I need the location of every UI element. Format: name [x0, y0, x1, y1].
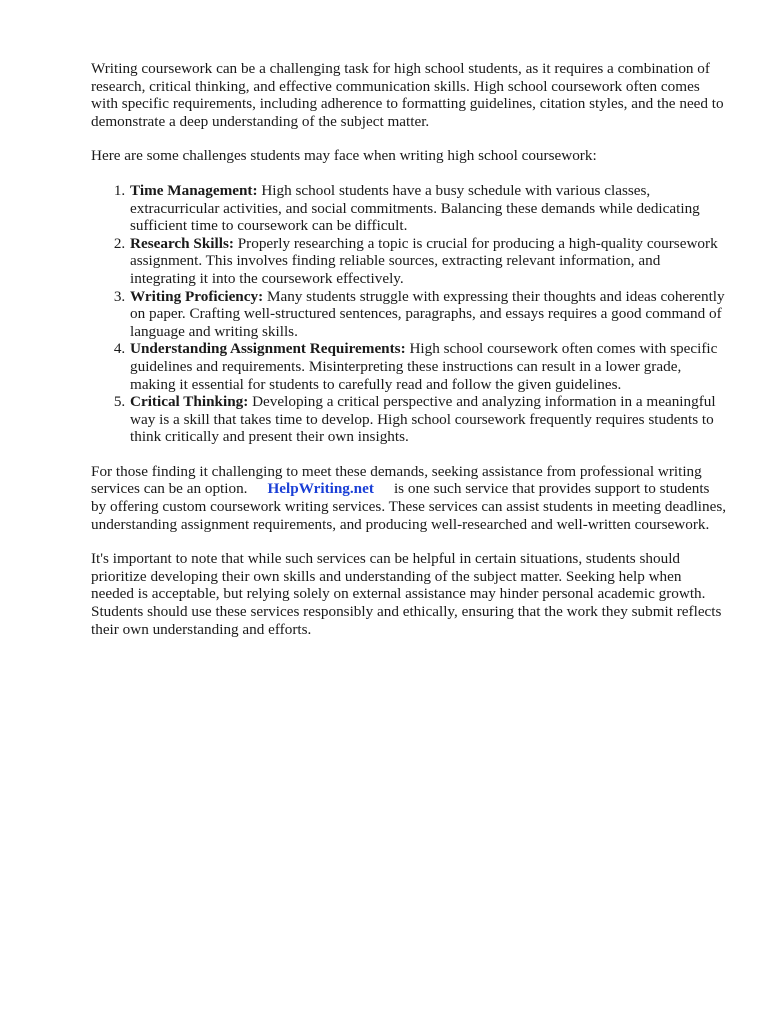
- closing-paragraph: It's important to note that while such services can be helpful in certain situations, students should prioritize developing their own skills and understanding of the subject matter. Seeking help when needed is acceptable, but relying solely on external assistance may hinder personal academic growth. Students should use these services responsibly and ethically, ensuring that the work they submit reflects their own understanding and efforts.: [91, 550, 722, 638]
- services-text-before: For those finding it challenging to meet these demands, seeking assistance from professional writing services can be an option.: [91, 462, 702, 498]
- list-item: [129, 235, 727, 288]
- item-title: Time Management:: [130, 181, 258, 199]
- helpwriting-link[interactable]: HelpWriting.net: [267, 480, 374, 498]
- challenges-list: [91, 182, 727, 446]
- item-text: High school coursework often comes with specific guidelines and requirements. Misinterpreting these instructions can result in a lower grade, making it essential for students to carefully read and follow the given guidelines.: [130, 340, 718, 393]
- item-title: Writing Proficiency:: [130, 287, 264, 305]
- item-text: High school students have a busy schedule with various classes, extracurricular activities, and social commitments. Balancing these demands while dedicating sufficient time to coursework can be difficult.: [130, 181, 700, 235]
- list-item: [129, 182, 727, 235]
- list-item: [129, 288, 727, 341]
- item-text: Properly researching a topic is crucial for producing a high-quality coursework assignment. This involves finding reliable sources, extracting relevant information, and integrating it into the coursework effectively.: [130, 234, 718, 287]
- item-text: Many students struggle with expressing their thoughts and ideas coherently on paper. Crafting well-structured sentences, paragraphs, and essays requires a good command of language and writing skills.: [130, 287, 725, 340]
- intro-paragraph: Writing coursework can be a challenging task for high school students, as it requires a combination of research, critical thinking, and effective communication skills. High school coursework often comes with specific requirements, including adherence to formatting guidelines, citation styles, and the need to demonstrate a deep understanding of the subject matter.: [91, 60, 724, 130]
- services-paragraph: [91, 463, 727, 533]
- list-item: [129, 393, 727, 446]
- services-text-after: is one such service that provides support to students by offering custom coursework writing services. These services can assist students in meeting deadlines, understanding assignment requirements, and producing well-researched and well-written coursework.: [91, 480, 727, 533]
- list-intro: Here are some challenges students may face when writing high school coursework:: [91, 147, 597, 165]
- item-title: Understanding Assignment Requirements:: [130, 340, 406, 358]
- item-title: Critical Thinking:: [130, 393, 249, 411]
- item-title: Research Skills:: [130, 234, 234, 252]
- list-item: [129, 340, 727, 393]
- document-body: [91, 60, 727, 655]
- item-text: Developing a critical perspective and analyzing information in a meaningful way is a skill that takes time to develop. High school coursework frequently requires students to think critically and present their own insights.: [130, 393, 716, 446]
